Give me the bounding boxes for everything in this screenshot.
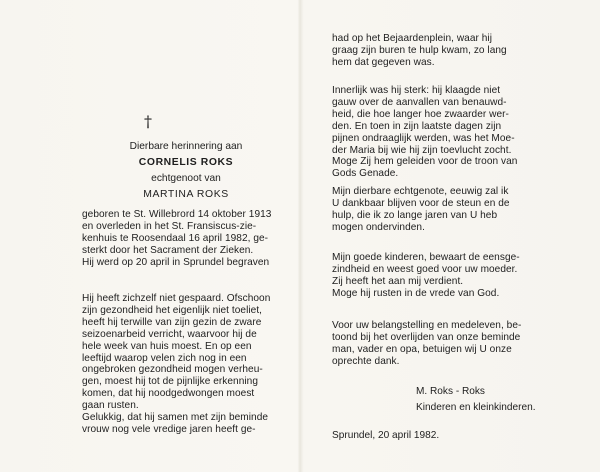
header-spouse-of: echtgenoot van [151,173,221,184]
signature-name: M. Roks - Roks [416,386,485,397]
cross-icon: † [144,112,152,131]
right-page [332,0,580,472]
bio-paragraph: geboren te St. Willebrord 14 oktober 1913 en overleden in het St. Fransiscus-zie- kenhuis te Roosendaal 16 april 1982, ge- sterkt door het Sacrament der Zieken. Hij werd op 20 april in Sprundel begraven [82,209,272,268]
tribute-paragraph-1: Hij heeft zichzelf niet gespaard. Ofschoon zijn gezondheid het eigenlijk niet toeliet, heeft hij terwille van zijn gezin de zware seizoenarbeid verricht, waarvoor hij de hele week van huis moest. En op een leeftijd waarop velen zich nog in een ongebroken gezondheid mogen verheu- gen, moest hij tot de pijnlijke erkenning komen, dat hij noodgedwongen moest gaan rusten. Gelukkig, dat hij samen met zijn beminde vrouw nog vele vredige jaren heeft ge- [82,293,271,435]
deceased-name-text: CORNELIS ROKS [138,157,234,168]
spouse-name: MARTINA ROKS [143,189,229,200]
header-remembrance: Dierbare herinnering aan [129,141,243,152]
message-to-wife: Mijn dierbare echtgenote, eeuwig zal ik U dankbaar blijven voor de steun en de hulp, die ik zo lange jaren van U heb mogen ondervinden. [332,186,510,233]
left-page [82,0,290,472]
tribute-paragraph-2: had op het Bejaardenplein, waar hij graag zijn buren te hulp kwam, zo lang hem dat gegeven was. [332,33,507,68]
thanks-paragraph: Voor uw belangstelling en medeleven, be- toond bij het overlijden van onze beminde man, vader en opa, betuigen wij U onze oprechte dank. [332,320,522,367]
message-to-children: Mijn goede kinderen, bewaart de eensge- zindheid en weest goed voor uw moeder. Zij heeft het aan mij verdient. Moge hij rusten in de vrede van God. [332,252,520,299]
deceased-name [82,157,290,169]
signature-family: Kinderen en kleinkinderen. [416,402,536,413]
place-date: Sprundel, 20 april 1982. [332,430,440,441]
tribute-paragraph-3: Innerlijk was hij sterk: hij klaagde niet gauw over de aanvallen van benauwd- heid, die hoe langer hoe zwaarder wer- den. En toen in zijn laatste dagen zijn pijnen ondraaglijk werden, was het Moe- der Maria bij wie hij zijn toevlucht zocht. Moge Zij hem geleiden voor de troon van Gods Genade. [332,85,518,180]
